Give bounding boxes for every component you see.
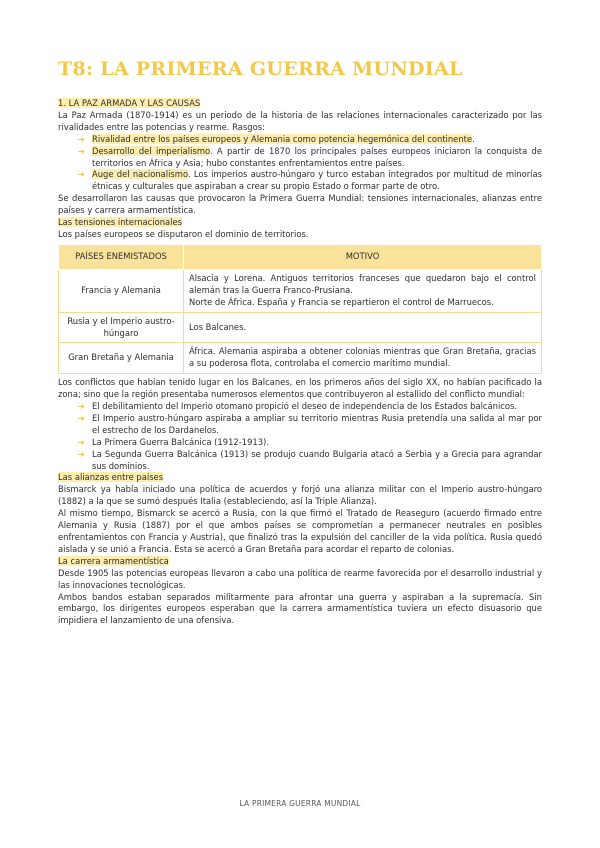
list-item: ➜ La Primera Guerra Balcánica (1912-1913). (78, 436, 269, 447)
rasgos-list (58, 134, 542, 194)
arrow-icon: ➜ (78, 170, 85, 180)
arrow-icon: ➜ (78, 146, 85, 156)
paragraph: Bismarck ya había iniciado una política de acuerdos y forjó una alianza militar con el Imperio austro-húngaro (1882) a la que se sumó después Italia (estableciendo, así la Triple Alianza). (58, 484, 542, 507)
column-header: PAÍSES ENEMISTADOS (59, 244, 184, 269)
list-item: ➜ Desarrollo del imperialismo. A partir de 1870 los principales países europeos iniciaron la conquista de territorios en África y Asia; hubo constantes enfrentamientos entre países. (78, 145, 542, 168)
arrow-icon: ➜ (78, 413, 85, 423)
tensions-table (58, 244, 542, 374)
list-item: ➜ La Segunda Guerra Balcánica (1913) se produjo cuando Bulgaria atacó a Serbia y a Grecia para agrandar sus dominios. (78, 448, 542, 471)
section-heading: La carrera armamentística (58, 555, 169, 566)
paragraph: Ambos bandos estaban separados militarmente para afrontar una guerra y aspiraban a la supremacía. Sin embargo, los dirigentes europeos esperaban que la carrera armamentística tuviera un efecto disuasorio que impidiera el lanzamiento de una ofensiva. (58, 591, 542, 626)
paragraph: Desde 1905 las potencias europeas llevaron a cabo una política de rearme favorecida por el desarrollo industrial y las innovaciones tecnológicas. (58, 567, 542, 590)
paragraph: Los conflictos que habían tenido lugar en los Balcanes, en los primeros años del siglo XX, no habían pacificado la zona; sino que la región presentaba numerosos elementos que contribuyeron al estallido del conflicto mundial: (58, 377, 542, 400)
section-heading: Las tensiones internacionales (58, 217, 183, 228)
arrow-icon: ➜ (78, 437, 85, 447)
table-row (59, 269, 542, 312)
document-body (58, 98, 542, 627)
list-item: ➜ Auge del nacionalismo. Los imperios austro-húngaro y turco estaban integrados por multitud de minorías étnicas y culturales que aspiraban a crear su propio Estado o formar parte de otro. (78, 169, 543, 192)
paragraph: Los países europeos se disputaron el dominio de territorios. (58, 228, 309, 239)
paragraph: Se desarrollaron las causas que provocaron la Primera Guerra Mundial: tensiones internacionales, alianzas entre países y carrera armamentística. (58, 193, 542, 216)
list-item: ➜ Rivalidad entre los países europeos y Alemania como potencia hegemónica del continente. (78, 133, 475, 144)
table-header-row (59, 244, 542, 269)
table-cell-paises: Francia y Alemania (59, 269, 184, 312)
list-item: ➜ El Imperio austro-húngaro aspiraba a ampliar su territorio mientras Rusia pretendía una salida al mar por el estrecho de los Dardanelos. (78, 412, 542, 435)
table-cell-motivo: Alsacia y Lorena. Antiguos territorios franceses que quedaron bajo el control alemán tras la Guerra Franco-Prusiana. Norte de África. España y Francia se repartieron el control de Marruecos. (184, 269, 542, 312)
arrow-icon: ➜ (78, 402, 85, 412)
arrow-icon: ➜ (78, 449, 85, 459)
column-header: MOTIVO (184, 244, 542, 269)
table-row (59, 312, 542, 343)
table-row (59, 343, 542, 374)
arrow-icon: ➜ (78, 134, 85, 144)
paragraph: La Paz Armada (1870-1914) es un periodo de la historia de las relaciones internacionales caracterizado por las rivalidades entre las potencias y rearme. Rasgos: (58, 109, 542, 132)
document-title: T8: LA PRIMERA GUERRA MUNDIAL (58, 58, 463, 80)
section-heading: 1. LA PAZ ARMADA Y LAS CAUSAS (58, 98, 201, 108)
page-footer: LA PRIMERA GUERRA MUNDIAL (239, 799, 361, 808)
table-cell-paises: Rusia y el Imperio austro-húngaro (59, 312, 184, 343)
table-cell-paises: Gran Bretaña y Alemania (59, 343, 184, 374)
table-cell-motivo: Los Balcanes. (184, 312, 542, 343)
list-item: ➜ El debilitamiento del Imperio otomano propició el deseo de independencia de los Estados balcánicos. (78, 401, 518, 412)
balcanes-list (58, 401, 542, 472)
section-heading: Las alianzas entre países (58, 472, 164, 483)
table-cell-motivo: África. Alemania aspiraba a obtener colonias mientras que Gran Bretaña, gracias a su poderosa flota, controlaba el comercio marítimo mundial. (184, 343, 542, 374)
paragraph: Al mismo tiempo, Bismarck se acercó a Rusia, con la que firmó el Tratado de Reaseguro (acuerdo firmado entre Alemania y Rusia (1887) por el que ambos países se comprometían a permanecer neutrales en posibles enfrentamientos con Francia y Austria), que finalizó tras la expulsión del canciller de la vida política. Rusia quedó aislada y se unió a Francia. Esta se acercó a Gran Bretaña para acordar el reparto de colonias. (58, 508, 542, 554)
